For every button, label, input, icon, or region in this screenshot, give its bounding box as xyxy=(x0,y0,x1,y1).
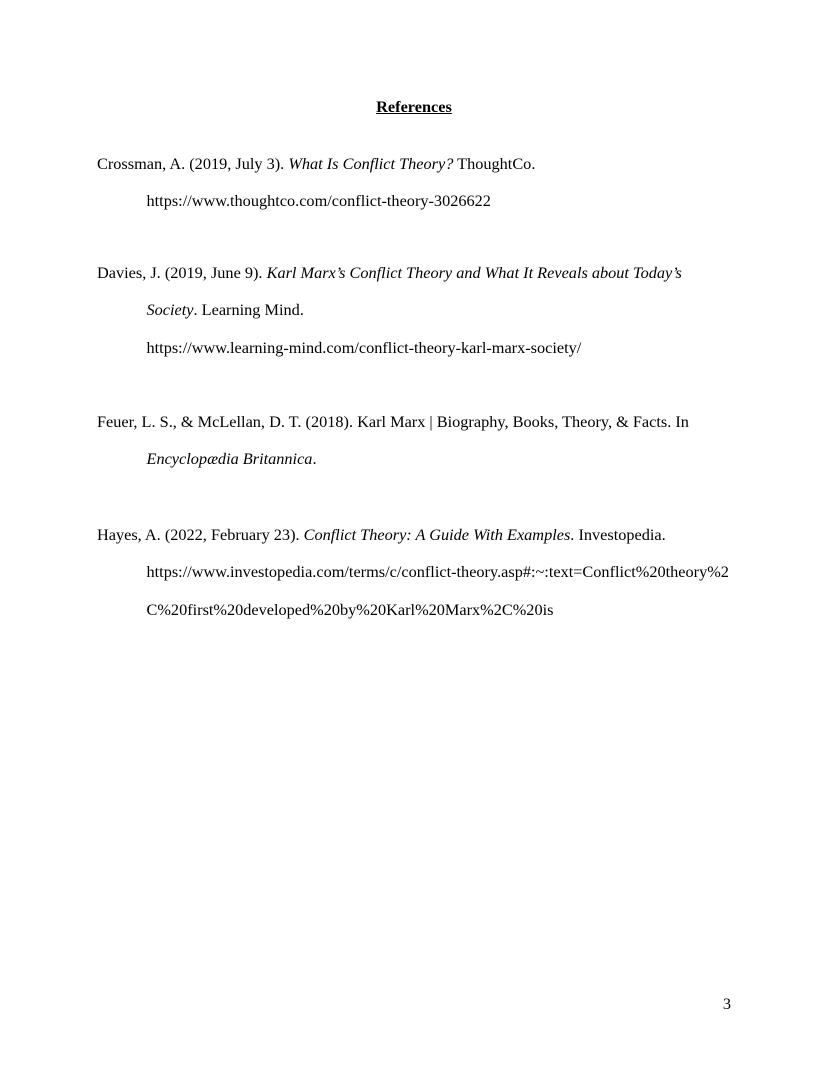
reference-line xyxy=(97,291,757,328)
text-segment-italic: Conflict Theory: A Guide With Examples xyxy=(303,525,571,544)
text-segment-italic: What Is Conflict Theory? xyxy=(288,154,454,173)
text-segment: Davies, J. (2019, June 9). xyxy=(97,263,267,282)
text-segment: . Investopedia. xyxy=(570,525,666,544)
text-segment-italic: Karl Marx’s Conflict Theory and What It Reveals about Today’s xyxy=(266,263,682,282)
text-segment: Hayes, A. (2022, February 23). xyxy=(97,525,304,544)
text-segment-italic: Encyclopædia Britannica xyxy=(146,449,313,469)
reference-line xyxy=(97,516,757,553)
page-number: 3 xyxy=(722,994,731,1013)
reference-line xyxy=(97,440,757,477)
reference-line xyxy=(97,254,757,291)
reference-line-url xyxy=(97,591,757,628)
reference-entry-hayes xyxy=(97,516,757,628)
reference-line xyxy=(97,145,757,182)
reference-entry-davies xyxy=(97,254,757,366)
references-title-text: References xyxy=(376,97,452,116)
reference-line-url xyxy=(97,553,757,590)
text-segment: Crossman, A. (2019, July 3). xyxy=(97,154,289,173)
url-text: https://www.thoughtco.com/conflict-theory-3026622 xyxy=(146,191,491,211)
reference-line xyxy=(97,403,757,440)
reference-entry-feuer xyxy=(97,403,757,478)
text-segment: . Learning Mind. xyxy=(193,300,304,320)
text-segment: . xyxy=(312,449,317,469)
reference-line-url xyxy=(97,182,757,219)
text-segment: Feuer, L. S., & McLellan, D. T. (2018). Karl Marx | Biography, Books, Theory, & Facts. In xyxy=(97,412,689,431)
reference-entry-crossman xyxy=(97,145,757,220)
text-segment-italic: Society xyxy=(146,300,194,320)
references-title xyxy=(0,88,828,125)
text-segment: ThoughtCo. xyxy=(453,154,536,173)
url-text: https://www.learning-mind.com/conflict-theory-karl-marx-society/ xyxy=(146,337,582,357)
url-text: C%20first%20developed%20by%20Karl%20Marx%2C%20is xyxy=(146,599,554,619)
reference-line-url xyxy=(97,329,757,366)
url-text: https://www.investopedia.com/terms/c/conflict-theory.asp#:~:text=Conflict%20theory%2 xyxy=(146,562,729,582)
